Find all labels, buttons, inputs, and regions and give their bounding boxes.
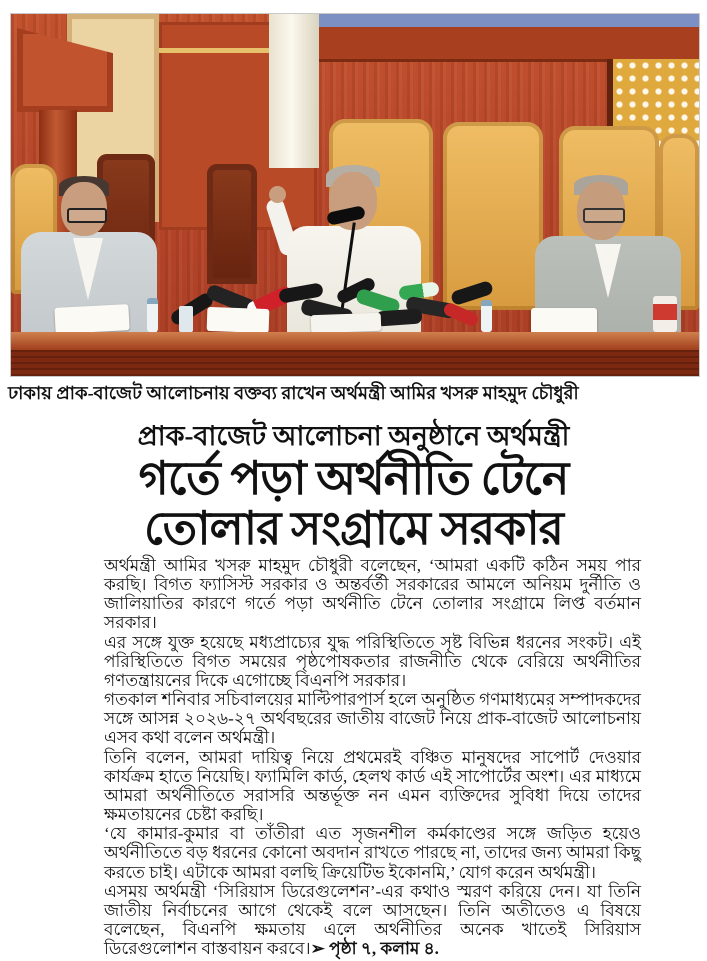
body-paragraph-3: গতকাল শনিবার সচিবালয়ের মাল্টিপারপার্স হলে অনুষ্ঠিত গণমাধ্যমের সম্পাদকদের সঙ্গে আসন্ন ২০২৬-২৭ অর্থবছরের জাতীয় বাজেট নিয়ে প্রাক-বাজেট আলোচনায় এসব কথা বলেন অর্থমন্ত্রী।: [104, 690, 641, 748]
photo-wood-beam: [319, 27, 699, 62]
red-microphone-icon: [442, 301, 480, 328]
left-official-glasses: [67, 208, 107, 223]
papers: [311, 313, 382, 333]
right-official-glasses: [583, 208, 625, 223]
article-body: [104, 556, 641, 958]
tissue-box: [54, 304, 129, 334]
tissue-box: [531, 308, 597, 334]
microphone-icon: [376, 308, 423, 326]
water-glass: [179, 306, 193, 332]
minister-hand: [269, 186, 286, 203]
main-headline-line2: তোলার সংগ্রামে সরকার: [144, 503, 563, 554]
conference-table-top: [11, 332, 699, 350]
body-paragraph-4: তিনি বলেন, আমরা দায়িত্ব নিয়ে প্রথমেরই বঞ্চিত মানুষদের সাপোর্ট দেওয়ার কার্যক্রম হাতে নিয়েছি। ফ্যামিলি কার্ড, হেলথ কার্ড এই সাপোর্টের অংশ। এর মাধ্যমে আমরা অর্থনীতিতে সরাসরি অন্তর্ভূক্ত নন এমন ব্যক্তিদের সুবিধা দিয়ে তাদের ক্ষমতায়নের চেষ্টা করছি।: [104, 747, 641, 825]
water-bottle: [481, 300, 492, 332]
photo-caption: ঢাকায় প্রাক-বাজেট আলোচনায় বক্তব্য রাখেন অর্থমন্ত্রী আমির খসরু মাহমুদ চৌধুরী: [8, 383, 579, 403]
photo-chair-frame: [207, 164, 257, 284]
body-paragraph-6: [104, 882, 641, 959]
body-paragraph-1: অর্থমন্ত্রী আমির খসরু মাহমুদ চৌধুরী বলেছেন, ‘আমরা একটি কঠিন সময় পার করছি। বিগত ফ্যাসিস্ট সরকার ও অন্তর্বর্তী সরকারের আমলে অনিয়ম দুর্নীতি ও জালিয়াতির কারণে গর্তে পড়া অর্থনীতি টেনে তোলার সংগ্রামে লিপ্ত বর্তমান সরকার।: [104, 556, 641, 633]
body-paragraph-5: ‘যে কামার-কুমার বা তাঁতীরা এত সৃজনশীল কর্মকাণ্ডের সঙ্গে জড়িত হয়েও অর্থনীতিতে বড় ধরনের কোনো অবদান রাখতে পারছে না, তাদের জন্য আমরা কিছু করতে চাই। এটাকে আমরা বলছি ক্রিয়েটিভ ইকোনমি,’ যোগ করেন অর্থমন্ত্রী।: [104, 824, 641, 882]
body-paragraph-6-text: এসময় অর্থমন্ত্রী ‘সিরিয়াস ডিরেগুলেশন’-এর কথাও স্মরণ করিয়ে দেন। যা তিনি জাতীয় নির্বাচনের আগে থেকেই বলে আসছেন। তিনি অতীতেও এ বিষয়ে বলেছেন, বিএনপি ক্ষমতায় এলে অর্থনীতির অনেক খাতেই সিরিয়াস ডিরেগুলোশন বাস্তবায়ন করবে।: [104, 881, 641, 959]
press-conference-photo: [10, 13, 700, 377]
jump-reference: পৃষ্ঠা ৭, কলাম ৪.: [329, 939, 439, 959]
covered-glass: [653, 296, 677, 332]
tissue-box: [207, 307, 270, 333]
photo-blue-screen: [319, 14, 699, 27]
jump-arrow-icon: ➢: [310, 939, 325, 959]
water-bottle: [147, 298, 158, 332]
conference-table-front: [11, 350, 699, 376]
headline-kicker: প্রাক-বাজেট আলোচনা অনুষ্ঠানে অর্থমন্ত্রী: [137, 421, 570, 451]
main-headline-line1: গর্তে পড়া অর্থনীতি টেনে: [138, 453, 569, 504]
photo-white-pillar: [269, 14, 319, 168]
body-paragraph-2: এর সঙ্গে যুক্ত হয়েছে মধ্যপ্রাচ্যের যুদ্ধ পরিস্থিতিতে সৃষ্ট বিভিন্ন ধরনের সংকট। এই পরিস্থিতিতে বিগত সময়ের পৃষ্ঠপোষকতার রাজনীতি থেকে বেরিয়ে অর্থনীতির গণতন্ত্রায়নের দিকে এগোচ্ছে বিএনপি সরকার।: [104, 632, 641, 690]
